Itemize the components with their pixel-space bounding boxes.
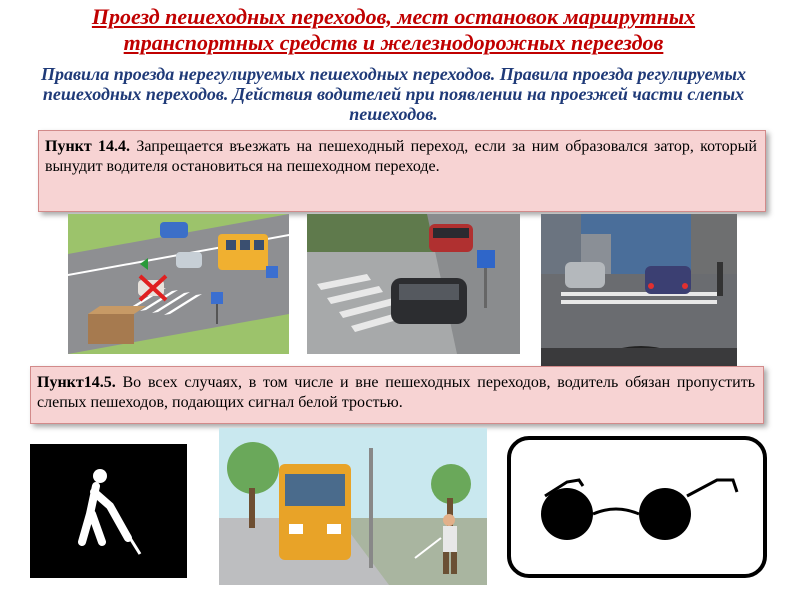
rule-14-5-heading: Пункт14.5. bbox=[37, 374, 116, 391]
blind-pedestrian-icon bbox=[30, 444, 187, 578]
page-title bbox=[0, 4, 787, 56]
blind-pedestrian-bus-stop-illustration bbox=[219, 428, 487, 585]
rule-14-4-box bbox=[38, 130, 766, 212]
driver-view-crosswalk-photo bbox=[541, 214, 737, 366]
traffic-jam-crosswalk-illustration bbox=[68, 214, 289, 354]
rule-14-5-text: Во всех случаях, в том числе и вне пешеходных переходов, водитель обязан пропустить слепых пешеходов, подающих сигнал белой тростью. bbox=[37, 374, 755, 411]
rule-14-4-text: Запрещается въезжать на пешеходный переход, если за ним образовался затор, который вынудит водителя остановиться на пешеходном переходе. bbox=[45, 138, 757, 175]
title-line-1: Проезд пешеходных переходов, мест остановок маршрутных bbox=[91, 4, 696, 29]
title-line-2: транспортных средств и железнодорожных переездов bbox=[123, 30, 664, 55]
dark-glasses-sign-icon bbox=[505, 434, 769, 580]
rule-14-5-box bbox=[30, 366, 764, 424]
page-subtitle: Правила проезда нерегулируемых пешеходных переходов. Правила проезда регулируемых пешеходных переходов. Действия водителей при появлении на проезжей части слепых пешеходов. bbox=[40, 64, 747, 124]
cars-at-crosswalk-photo bbox=[307, 214, 520, 354]
rule-14-4-heading: Пункт 14.4. bbox=[45, 138, 131, 155]
